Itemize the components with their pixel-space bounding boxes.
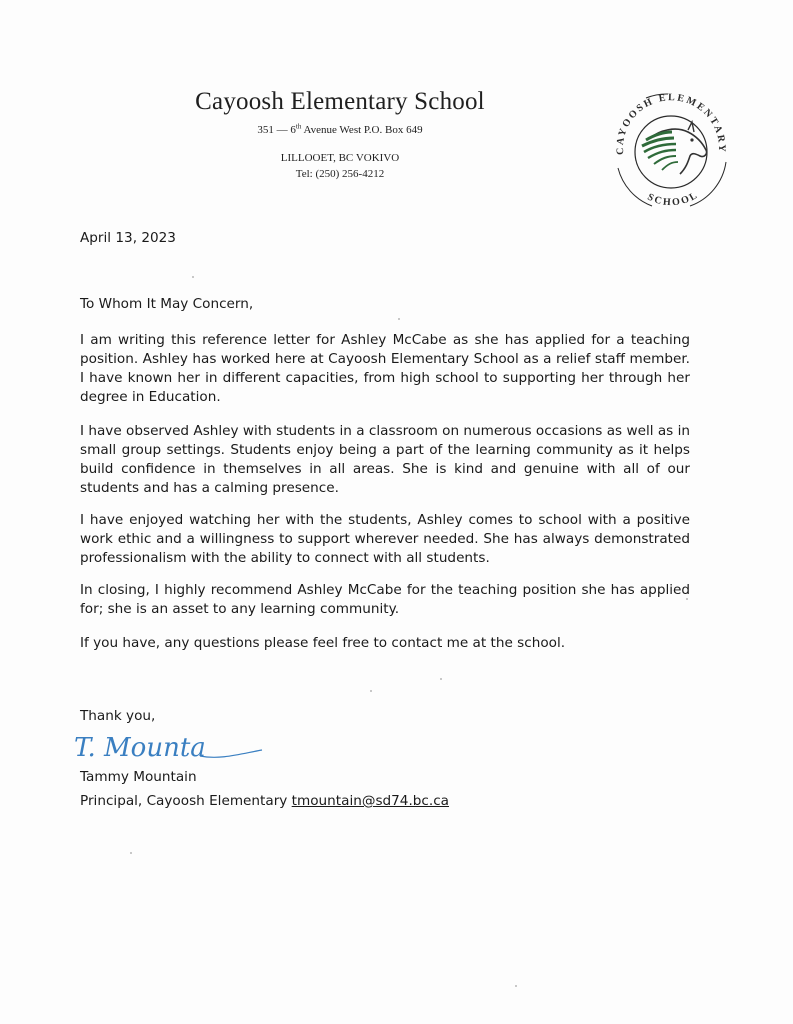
letterhead — [150, 86, 530, 182]
closing-line: Thank you, — [80, 708, 156, 724]
scan-speck — [398, 318, 400, 320]
signature-text: T. Mounta — [74, 733, 206, 763]
scan-speck — [440, 678, 442, 680]
address-street-pre: 351 — 6 — [257, 124, 296, 136]
address-street-sup: th — [295, 122, 302, 131]
paragraph-observations: I have observed Ashley with students in a classroom on numerous occasions as well as in small group settings. Students enjoy being a part of the learning community as it helps build confidence in themselves in all areas. She is kind and genuine with all of our students and has a calming presence. — [80, 423, 690, 496]
address-street — [150, 122, 530, 138]
horse-head-icon — [642, 122, 707, 174]
scan-speck — [192, 276, 194, 278]
paragraph-recommendation: In closing, I highly recommend Ashley McCabe for the teaching position she has applied for; she is an asset to any learning community. — [80, 582, 690, 617]
seal-ring-text-top: CAYOOSH ELEMENTARY — [614, 92, 728, 155]
paragraph-work-ethic: I have enjoyed watching her with the students, Ashley comes to school with a positive work ethic and a willingness to support wherever needed. She has always demonstrated professionalism with the ability to connect with all students. — [80, 512, 690, 566]
scan-speck — [130, 852, 132, 854]
paragraph-introduction: I am writing this reference letter for Ashley McCabe as she has applied for a teaching position. Ashley has worked here at Cayoosh Elementary School as a relief staff member. I have known her in different capacities, from high school to supporting her through her degree in Education. — [80, 332, 690, 405]
seal-ring-text-bottom: SCHOOL — [645, 189, 701, 209]
scan-speck — [515, 985, 517, 987]
salutation: To Whom It May Concern, — [80, 296, 254, 312]
paragraph-contact: If you have, any questions please feel free to contact me at the school. — [80, 635, 566, 651]
svg-text:CAYOOSH ELEMENTARY — [615, 92, 727, 155]
school-seal — [606, 86, 736, 216]
school-name: Cayoosh Elementary School — [195, 88, 485, 115]
scan-speck — [370, 690, 372, 692]
letter-date: April 13, 2023 — [80, 230, 176, 246]
phone-number: Tel: (250) 256-4212 — [295, 168, 385, 180]
signer-title-line — [80, 792, 449, 811]
handwritten-signature — [70, 726, 270, 766]
signer-name: Tammy Mountain — [80, 769, 197, 785]
signer-title: Principal, Cayoosh Elementary — [80, 793, 288, 809]
address-street-post: Avenue West P.O. Box 649 — [301, 124, 423, 136]
scan-speck — [686, 598, 688, 600]
email-link[interactable]: tmountain@sd74.bc.ca — [291, 793, 449, 809]
address-city: LILLOOET, BC VOKIVO — [280, 152, 400, 164]
